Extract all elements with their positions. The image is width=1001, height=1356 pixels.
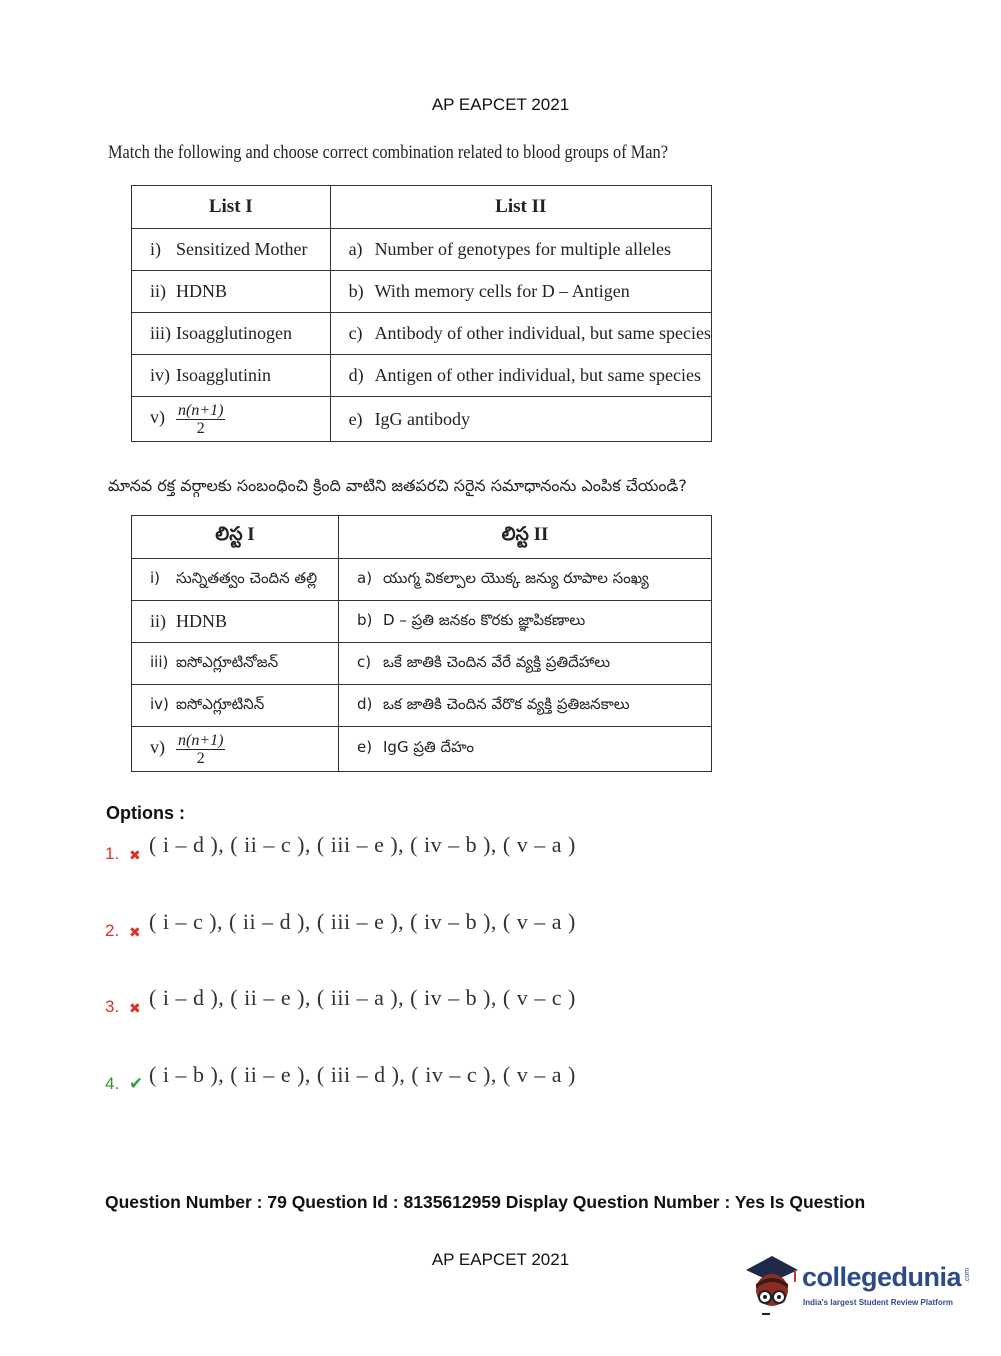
list-2-header: లిస్ట II	[339, 516, 712, 559]
question-meta: Question Number : 79 Question Id : 8135612959 Display Question Number : Yes Is Question	[105, 1192, 866, 1212]
option-1[interactable]: 1. ✖ ( i – d ), ( ii – c ), ( iii – e ), ( iv – b ), ( v – a )	[105, 832, 576, 863]
logo-wordmark: collegedunia	[802, 1262, 962, 1292]
option-4[interactable]: 4. ✔ ( i – b ), ( ii – e ), ( iii – d ), ( iv – c ), ( v – a )	[105, 1062, 576, 1093]
table-row: iv) Isoagglutinin d) Antigen of other individual, but same species	[132, 355, 712, 397]
table-row: ii) HDNB b) With memory cells for D – Antigen	[132, 271, 712, 313]
page-header-title: AP EAPCET 2021	[431, 95, 570, 114]
options-heading: Options :	[106, 803, 185, 823]
option-3[interactable]: 3. ✖ ( i – d ), ( ii – e ), ( iii – a ), ( iv – b ), ( v – c )	[105, 985, 576, 1016]
match-table-english	[131, 185, 712, 442]
option-2[interactable]: 2. ✖ ( i – c ), ( ii – d ), ( iii – e ), ( iv – b ), ( v – a )	[105, 909, 576, 940]
fraction: $\frac{n(n+1)}{2}$	[178, 401, 224, 437]
option-text: ( i – b ), ( ii – e ), ( iii – d ), ( iv – c ), ( v – a )	[149, 1062, 576, 1087]
table-row: i) Sensitized Mother a) Number of genotypes for multiple alleles	[132, 229, 712, 271]
collegedunia-logo[interactable]	[742, 1250, 970, 1320]
logo-suffix: .com	[964, 1267, 972, 1284]
table-row: iii) Isoagglutinogen c) Antibody of other individual, but same species	[132, 313, 712, 355]
question-text-telugu: మానవ రక్త వర్గాలకు సంబంధించి క్రింది వాటిని జతపరచి సరైన సమాధానంను ఎంపిక చేయండి?	[108, 476, 687, 495]
fraction: $\frac{n(n+1)}{2}$	[178, 731, 224, 767]
question-text-english: Match the following and choose correct combination related to blood groups of Man?	[108, 142, 668, 163]
option-text: ( i – c ), ( ii – d ), ( iii – e ), ( iv – b ), ( v – a )	[149, 909, 576, 934]
table-row: ii) HDNB b) D – ప్రతి జనకం కొరకు జ్ఞాపికణాలు	[132, 601, 712, 643]
logo-tagline: India's largest Student Review Platform	[803, 1298, 953, 1307]
mascot-icon	[742, 1250, 802, 1320]
check-icon: ✔	[129, 1074, 144, 1093]
table-row: v) $\frac{n(n+1)}{2}$ e) IgG antibody	[132, 397, 712, 442]
table-row: v) $\frac{n(n+1)}{2}$ e) IgG ప్రతి దేహం	[132, 727, 712, 772]
match-table-telugu	[131, 515, 712, 772]
page-footer-title: AP EAPCET 2021	[431, 1250, 570, 1269]
list-2-header: List II	[330, 186, 711, 229]
table-row: iii) ఐసోఎగ్లూటినోజన్ c) ఒకే జాతికి చెందిన వేరే వ్యక్తి ప్రతిదేహాలు	[132, 643, 712, 685]
cross-icon: ✖	[129, 847, 141, 863]
table-row: i) సున్నితత్వం చెందిన తల్లి a) యుగ్మ వికల్పాల యొక్క జన్యు రూపాల సంఖ్య	[132, 559, 712, 601]
cross-icon: ✖	[129, 924, 141, 940]
list-1-header: List I	[132, 186, 331, 229]
table-row: iv) ఐసోఎగ్లూటినిన్ d) ఒక జాతికి చెందిన వేరొక వ్యక్తి ప్రతిజనకాలు	[132, 685, 712, 727]
option-text: ( i – d ), ( ii – c ), ( iii – e ), ( iv – b ), ( v – a )	[149, 832, 576, 857]
list-1-header: లిస్ట I	[132, 516, 339, 559]
option-text: ( i – d ), ( ii – e ), ( iii – a ), ( iv – b ), ( v – c )	[149, 985, 576, 1010]
cross-icon: ✖	[129, 1000, 141, 1016]
